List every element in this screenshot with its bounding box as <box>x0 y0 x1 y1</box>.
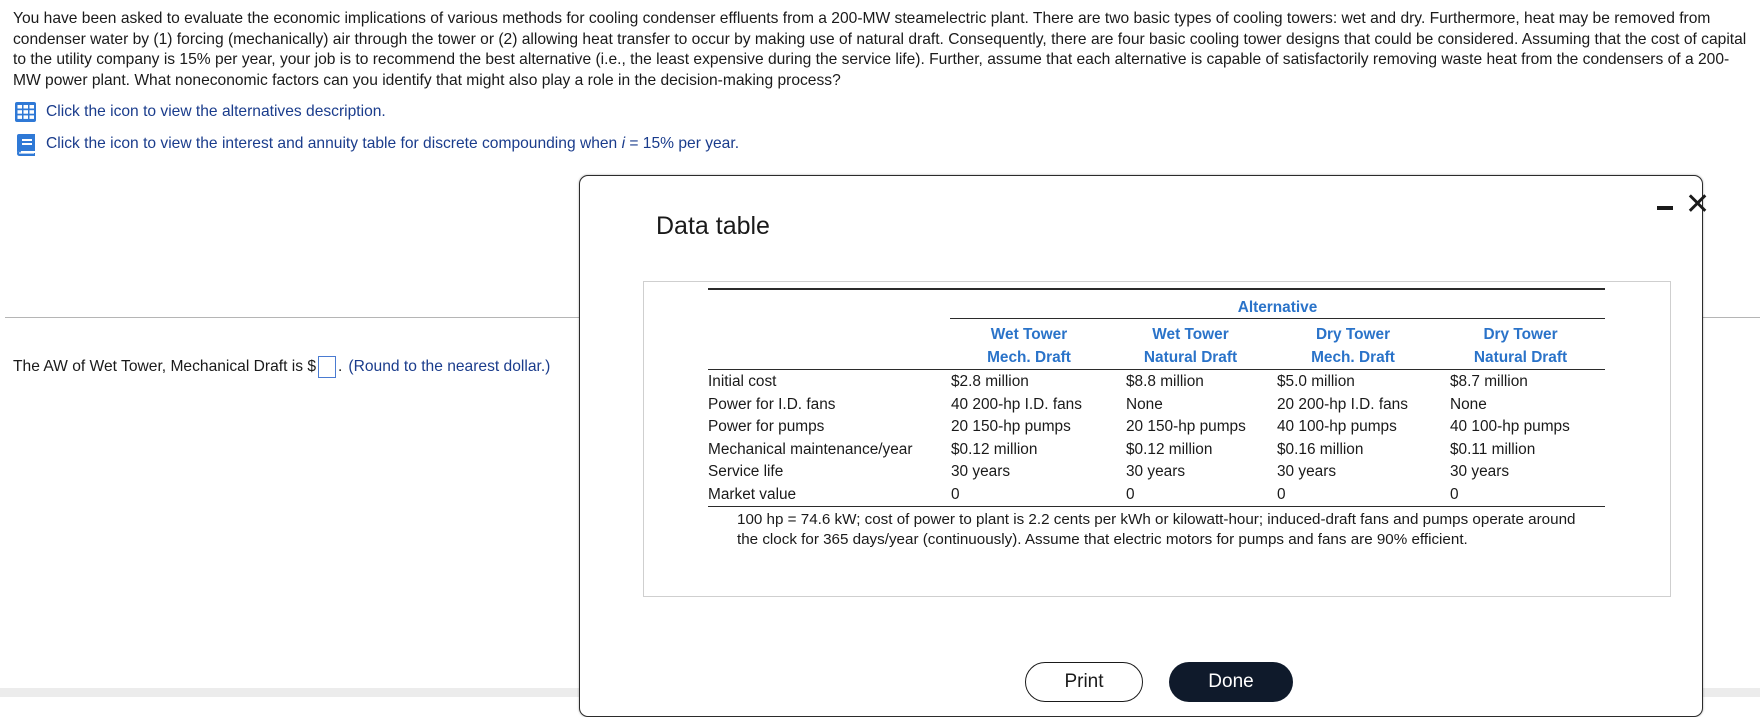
column-header-wet-natural <box>1113 323 1268 369</box>
row-label: Market value <box>708 486 797 503</box>
interest-link-text[interactable] <box>46 135 739 153</box>
interest-variable[interactable]: i <box>621 135 626 152</box>
column-header-dry-mech <box>1273 323 1433 369</box>
group-header-rule <box>950 318 1605 319</box>
table-cell: 30 years <box>1126 463 1186 481</box>
table-cell: $8.7 million <box>1450 373 1528 390</box>
interest-link-suffix[interactable]: = 15% per year. <box>625 135 740 152</box>
book-icon[interactable] <box>14 132 38 156</box>
row-label: Power for I.D. fans <box>708 395 836 413</box>
table-row <box>708 396 1605 419</box>
table-cell: 40 200-hp I.D. fans <box>951 395 1082 413</box>
row-label: Power for pumps <box>708 418 825 436</box>
table-cell: $0.12 million <box>951 440 1038 458</box>
table-cell: $8.8 million <box>1126 373 1204 390</box>
close-icon[interactable]: ✕ <box>1685 188 1711 221</box>
table-cell: 30 years <box>951 463 1011 481</box>
answer-row <box>13 356 550 378</box>
table-row <box>708 441 1605 464</box>
column-header-line2: Natural Draft <box>1143 349 1238 366</box>
table-cell: $5.0 million <box>1277 373 1355 390</box>
table-cell: $2.8 million <box>951 373 1029 390</box>
column-header-wet-mech <box>950 323 1108 369</box>
alternative-group-header: Alternative <box>1237 299 1318 316</box>
answer-prompt: The AW of Wet Tower, Mechanical Draft is $ <box>13 358 317 375</box>
column-header-line1: Wet Tower <box>990 326 1068 343</box>
row-label: Mechanical maintenance/year <box>708 440 913 458</box>
table-cell: 0 <box>951 486 960 503</box>
table-cell: 30 years <box>1277 463 1337 481</box>
table-cell: 20 150-hp pumps <box>951 418 1071 436</box>
alternatives-link-text[interactable]: Click the icon to view the alternatives description. <box>46 103 386 120</box>
table-row <box>708 373 1605 396</box>
table-cell: $0.16 million <box>1277 440 1364 458</box>
done-button[interactable]: Done <box>1169 662 1293 702</box>
dialog-title: Data table <box>656 212 770 240</box>
row-label: Initial cost <box>708 373 777 390</box>
column-header-line2: Mech. Draft <box>1311 349 1395 366</box>
minimize-icon[interactable] <box>1657 206 1673 210</box>
print-button[interactable]: Print <box>1025 662 1143 702</box>
column-header-dry-natural <box>1436 323 1605 369</box>
column-header-line1: Wet Tower <box>1152 326 1229 343</box>
table-cell: 40 100-hp pumps <box>1277 418 1397 436</box>
alternatives-link[interactable] <box>14 100 386 124</box>
table-cell: $0.12 million <box>1126 440 1213 458</box>
table-cell: 20 200-hp I.D. fans <box>1277 395 1408 413</box>
table-footnote: 100 hp = 74.6 kW; cost of power to plant is 2.2 cents per kWh or kilowatt-hour; induced-draft fans and pumps operate around the clock for 365 days/year (continuously). Assume that electric motors for pumps and fans are 90% efficient. <box>737 511 1576 548</box>
table-cell: None <box>1126 395 1163 413</box>
column-header-line1: Dry Tower <box>1483 326 1558 343</box>
problem-statement: You have been asked to evaluate the economic implications of various methods for cooling condenser effluents from a 200-MW steamelectric plant. There are two basic types of cooling towers: wet and dry. Furthermore, heat may be removed from condenser water by (1) forcing (mechanically) air through the tower or (2) allowing heat transfer to occur by making use of natural draft. Consequently, there are four basic cooling tower designs that could be considered. Assuming that the cost of capital to the utility company is 15% per year, your job is to recommend the best alternative (i.e., the least expensive during the service life). Further, assume that each alternative is capable of satisfactorily removing waste heat from the condensers of a 200-MW power plant. What noneconomic factors can you identify that might also play a role in the decision-making process? <box>13 10 1747 89</box>
table-cell: 40 100-hp pumps <box>1450 418 1570 436</box>
table-cell: 0 <box>1277 486 1286 503</box>
column-header-line1: Dry Tower <box>1315 326 1391 343</box>
table-grid-icon[interactable] <box>14 100 38 124</box>
table-bottom-rule <box>708 506 1605 507</box>
table-cell: $0.11 million <box>1450 440 1536 458</box>
table-cell: 20 150-hp pumps <box>1126 418 1246 436</box>
column-header-line2: Natural Draft <box>1473 349 1568 366</box>
column-header-line2: Mech. Draft <box>987 349 1071 366</box>
answer-decimal-point: . <box>338 358 343 375</box>
table-row <box>708 418 1605 441</box>
data-table-container <box>643 281 1671 597</box>
aw-answer-input[interactable] <box>318 356 336 378</box>
interest-table-link[interactable] <box>14 132 739 156</box>
table-top-rule <box>708 288 1605 290</box>
table-cell: 0 <box>1126 486 1135 503</box>
rounding-note: (Round to the nearest dollar.) <box>348 358 551 375</box>
interest-link-prefix[interactable]: Click the icon to view the interest and annuity table for discrete compounding when <box>46 135 622 152</box>
header-bottom-rule <box>708 369 1605 370</box>
table-cell: 0 <box>1450 486 1459 503</box>
data-table-dialog <box>579 175 1711 717</box>
table-cell: 30 years <box>1450 463 1510 481</box>
table-row <box>708 463 1605 486</box>
table-cell: None <box>1450 395 1487 413</box>
row-label: Service life <box>708 463 784 481</box>
